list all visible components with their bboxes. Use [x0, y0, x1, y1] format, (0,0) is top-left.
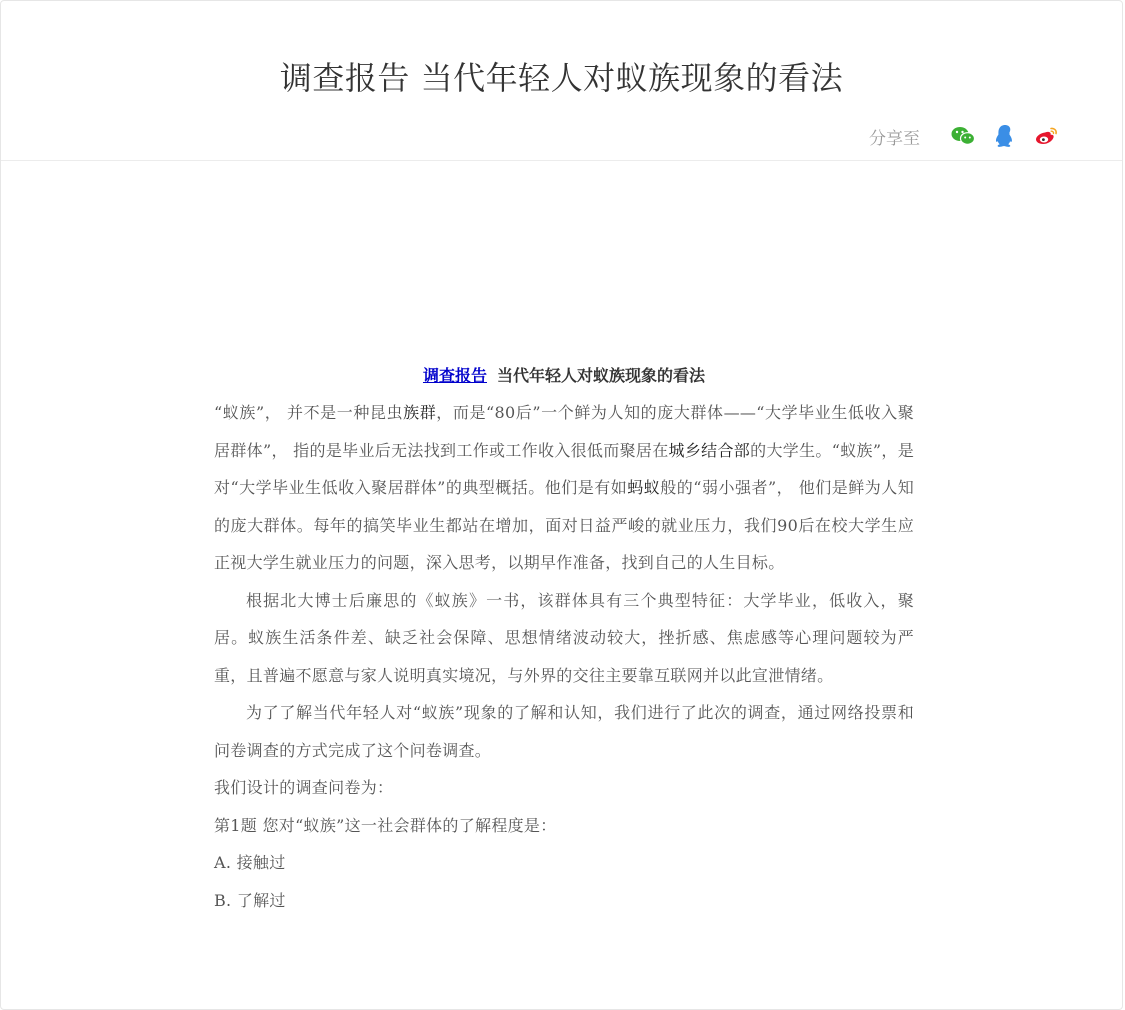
article-heading-text: 当代年轻人对蚁族现象的看法: [497, 366, 706, 385]
article-heading-link[interactable]: 调查报告: [422, 366, 487, 385]
p1-text-c: ，而是“80后”一个鲜为人知的庞大群体——“大学毕业生低收入聚居群体”， 指的是毕业后无法找到工作或工作收入很低而聚居在: [214, 403, 914, 460]
article-body: [214, 358, 914, 919]
wechat-icon[interactable]: [950, 123, 976, 149]
p1-text-g: 般的“弱小强者”， 他们是鲜为人知的庞大群体。每年的搞笑毕业生都站在增加，面对日益严峻的就业压力，我们90后在校大学生应正视大学生就业压力的问题，深入思考，以期早作准备，找到自己的人生目标。: [214, 478, 914, 572]
p1-keyword-chengxiang: 城乡结合部: [668, 440, 751, 460]
paragraph-2: 根据北大博士后廉思的《蚁族》一书，该群体具有三个典型特征：大学毕业，低收入，聚居。蚁族生活条件差、缺乏社会保障、思想情绪波动较大，挫折感、焦虑感等心理问题较为严重，且普遍不愿意与家人说明真实境况，与外界的交往主要靠互联网并以此宣泄情绪。: [214, 590, 914, 685]
p1-keyword-zuqun: 族群: [403, 403, 437, 422]
p1-text-a: “蚁族”， 并不是一种昆虫: [214, 403, 404, 422]
qq-icon[interactable]: [992, 123, 1018, 149]
page-header: [1, 1, 1122, 161]
question-1-option-b: B. 了解过: [214, 890, 286, 910]
p1-keyword-mayi: 蚂蚁: [627, 478, 661, 497]
share-label: 分享至: [869, 128, 920, 149]
weibo-icon[interactable]: [1034, 123, 1060, 149]
paragraph-1: [214, 394, 914, 582]
article-heading: [214, 358, 914, 394]
questionnaire-intro: 我们设计的调查问卷为：: [214, 778, 394, 797]
p1-text-e: 的大学生。“蚁族”，是对“大学毕业生低收入聚居群体”的典型概括。他们是有如: [214, 440, 914, 497]
question-1-option-a: A. 接触过: [214, 853, 286, 872]
paragraph-3: 为了了解当代年轻人对“蚁族”现象的了解和认知，我们进行了此次的调查，通过网络投票和问卷调查的方式完成了这个问卷调查。: [214, 703, 914, 760]
share-bar: [869, 121, 1060, 151]
page-title: 调查报告 当代年轻人对蚁族现象的看法: [279, 59, 844, 97]
question-1: 第1题 您对“蚁族”这一社会群体的了解程度是：: [214, 815, 557, 835]
